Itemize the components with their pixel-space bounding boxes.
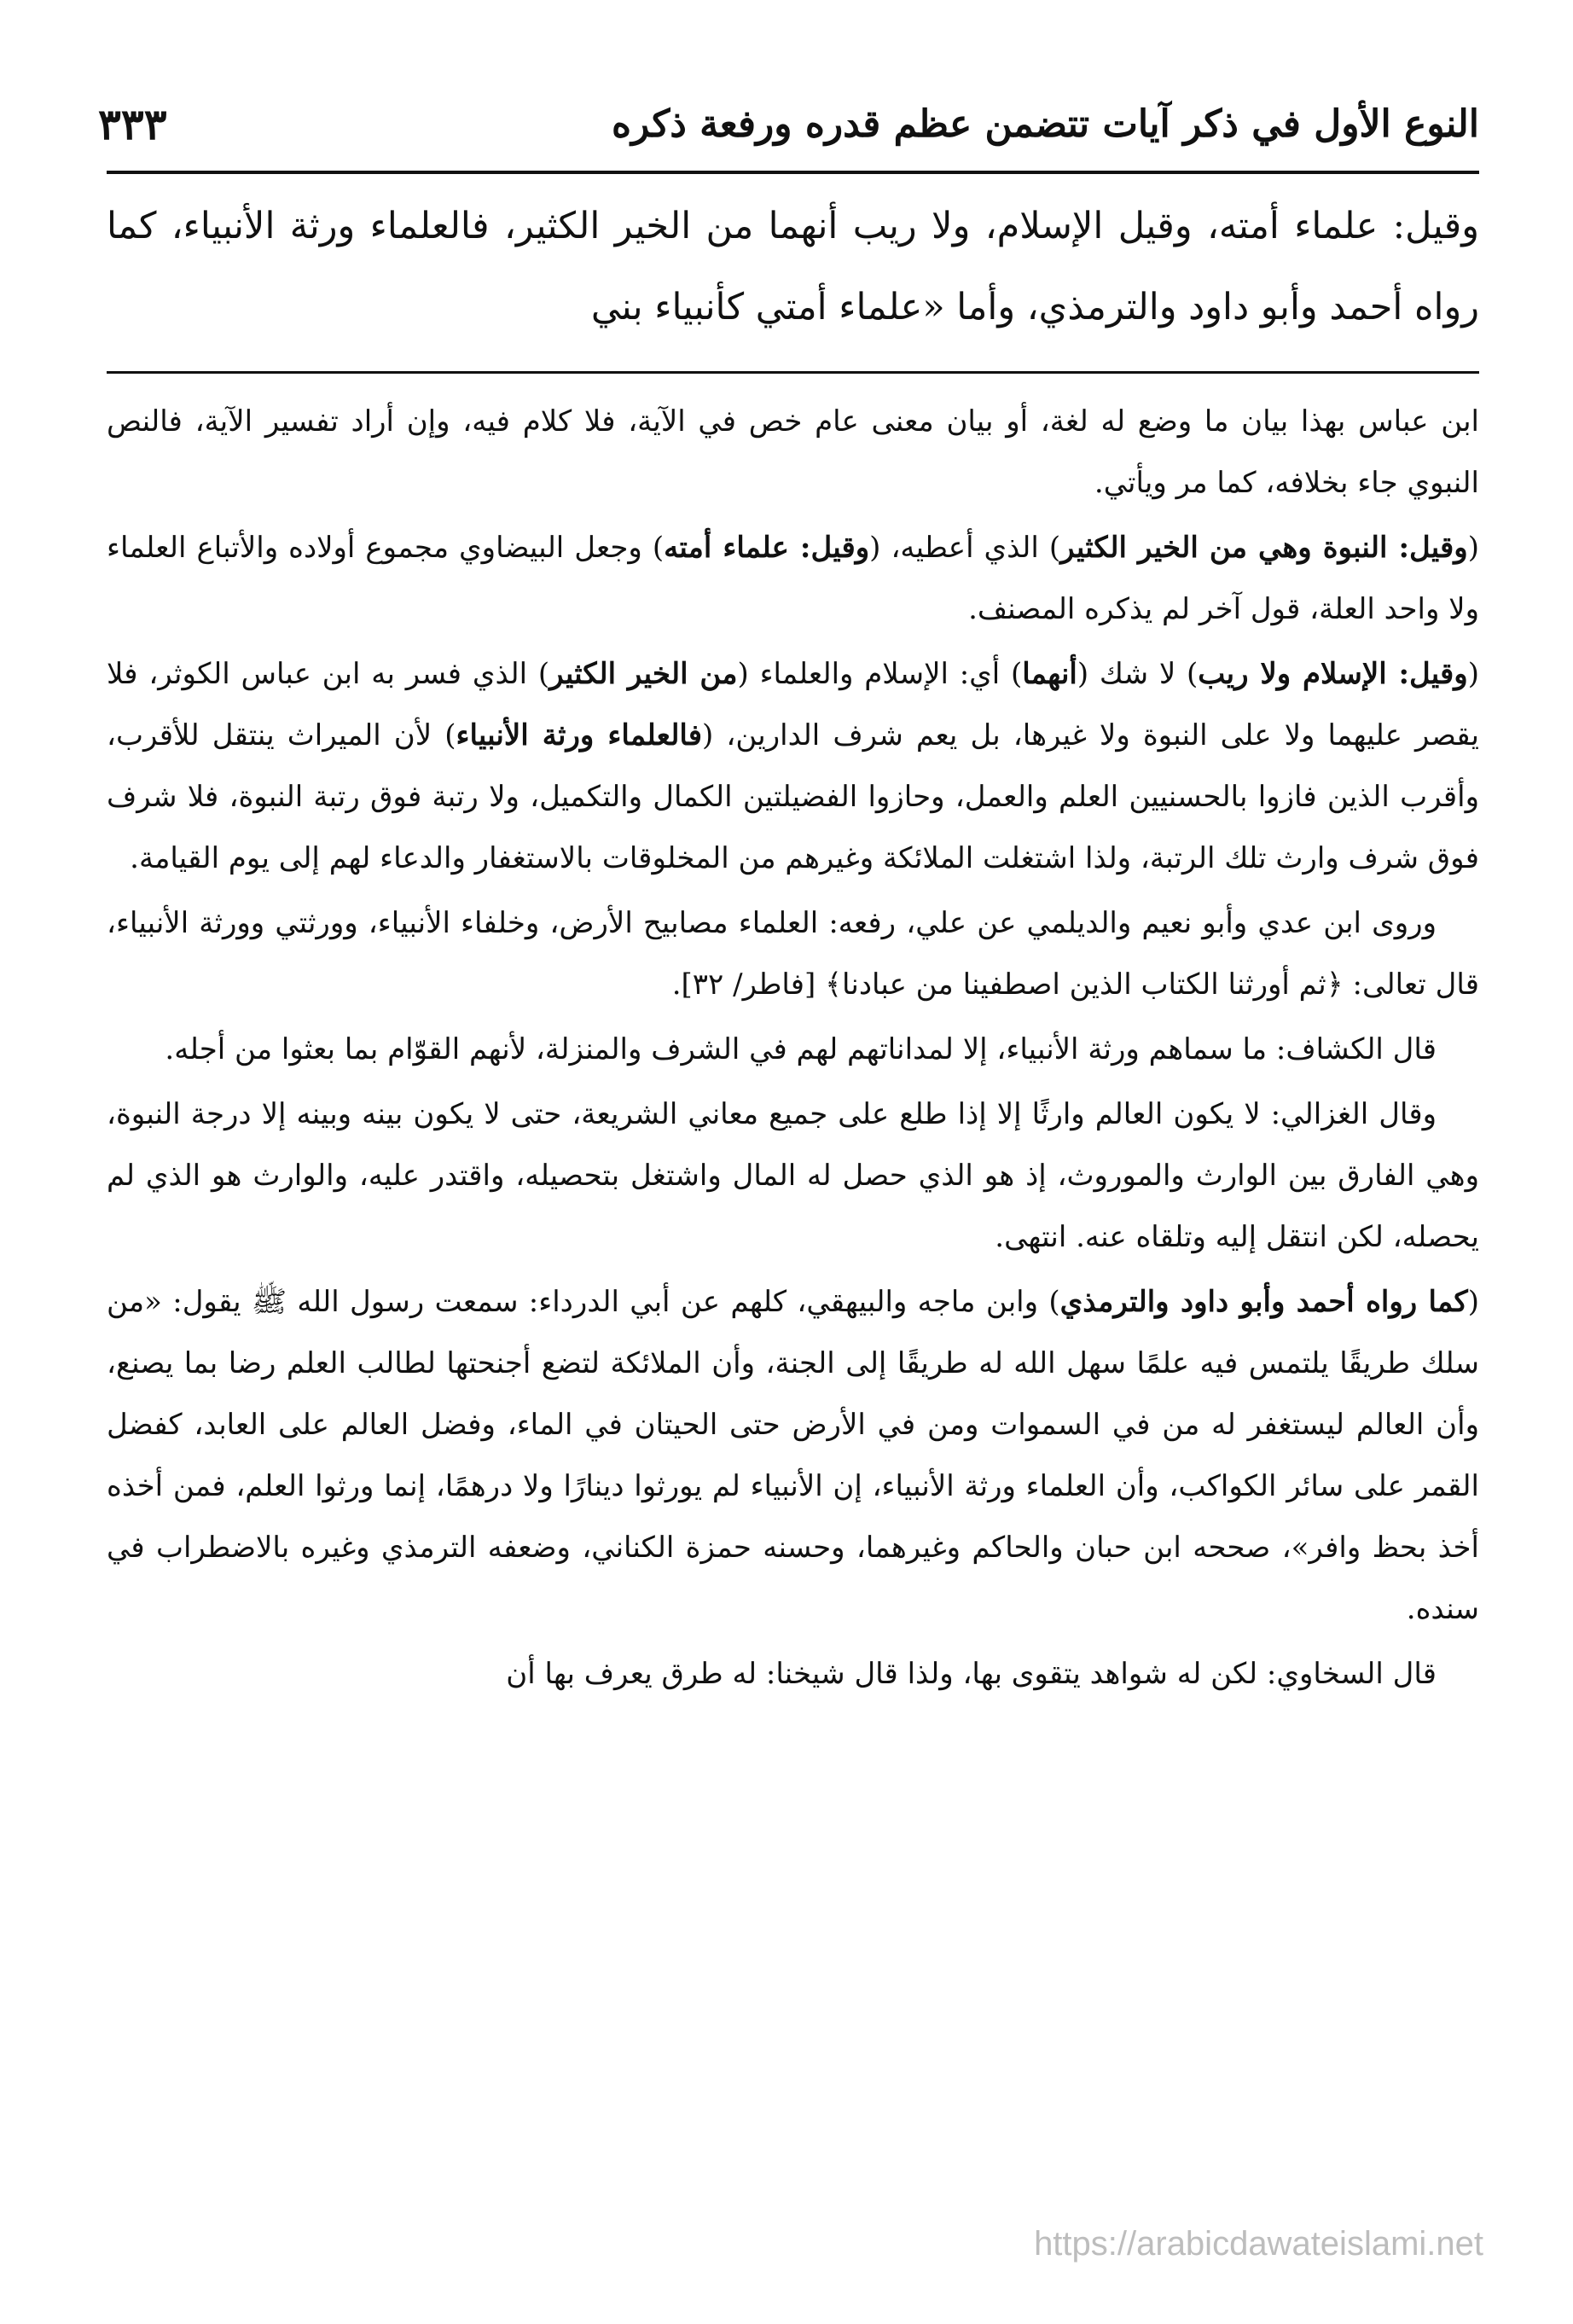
- text-run: ) الذي فسر به ابن عباس الكوثر، فلا يقصر عليهما ولا على النبوة ولا غيرها، بل يعم شرف الدارين، (: [107, 657, 1479, 752]
- commentary-paragraph-5: قال الكشاف: ما سماهم ورثة الأنبياء، إلا لمداناتهم لهم في الشرف والمنزلة، لأنهم القوّام بما بعثوا من أجله.: [165, 1032, 1437, 1066]
- quoted-matn: أنهما: [1022, 657, 1077, 691]
- running-title: النوع الأول في ذكر آيات تتضمن عظم قدره ورفعة ذكره: [611, 102, 1479, 146]
- quoted-matn: وقيل: علماء أمته: [664, 531, 870, 565]
- commentary-separator: [107, 371, 1479, 374]
- text-run: ) لا شك (: [1077, 657, 1199, 691]
- commentary-paragraph-6: وقال الغزالي: لا يكون العالم وارثًا إلا إذا طلع على جميع معاني الشريعة، حتى لا يكون بينه وبينه إلا درجة النبوة، وهي الفارق بين الوارث والموروث، إذ هو الذي حصل له المال واشتغل بتحصيله، واقتدر عليه، والوارث هو الذي لم يحصله، لكن انتقل إليه وتلقاه عنه. انتهى.: [107, 1097, 1479, 1254]
- text-run: (: [1467, 657, 1479, 691]
- source-watermark: https://arabicdawateislami.net: [1034, 2225, 1483, 2263]
- commentary-paragraph-2: [107, 517, 1479, 640]
- quoted-matn: كما رواه أحمد وأبو داود والترمذي: [1059, 1285, 1468, 1319]
- commentary-paragraph-7: [107, 1271, 1479, 1640]
- quoted-matn: وقيل: النبوة وهي من الخير الكثير: [1060, 531, 1468, 565]
- text-run: (: [1467, 1285, 1480, 1319]
- text-run: ) لأن الميراث ينتقل للأقرب، وأقرب الذين فازوا بالحسنيين العلم والعمل، وحازوا الفضيلتين الكمال والتكميل، ولا رتبة فوق رتبة النبوة، فلا شرف فوق شرف وارث تلك الرتبة، ولذا اشتغلت الملائكة وغيرهم من المخلوقات بالاستغفار والدعاء لهم إلى يوم القيامة.: [107, 718, 1479, 875]
- commentary-paragraph-3: [107, 643, 1479, 889]
- text-run: (: [1467, 531, 1479, 565]
- quoted-matn: من الخير الكثير: [549, 657, 738, 691]
- main-text-paragraph: وقيل: علماء أمته، وقيل الإسلام، ولا ريب أنهما من الخير الكثير، فالعلماء ورثة الأنبياء، كما رواه أحمد وأبو داود والترمذي، وأما «علماء أمتي كأنبياء بني: [107, 205, 1479, 328]
- quoted-matn: وقيل: الإسلام ولا ريب: [1198, 657, 1468, 691]
- text-run: ) أي: الإسلام والعلماء (: [737, 657, 1023, 691]
- commentary: [107, 391, 1479, 1708]
- commentary-paragraph-1: ابن عباس بهذا بيان ما وضع له لغة، أو بيان معنى عام خص في الآية، فلا كلام فيه، وإن أراد تفسير الآية، فالنص النبوي جاء بخلافه، كما مر ويأتي.: [107, 404, 1479, 500]
- quoted-matn: فالعلماء ورثة الأنبياء: [456, 718, 703, 752]
- header-rule: [107, 171, 1479, 174]
- commentary-paragraph-4: وروى ابن عدي وأبو نعيم والديلمي عن علي، رفعه: العلماء مصابيح الأرض، وخلفاء الأنبياء، وورثتي وورثة الأنبياء، قال تعالى: ﴿ثم أورثنا الكتاب الذين اصطفينا من عبادنا﴾ [فاطر/ ٣٢].: [107, 906, 1479, 1002]
- text-run: ) وابن ماجه والبيهقي، كلهم عن أبي الدرداء: سمعت رسول الله ﷺ يقول: «من سلك طريقًا يلتمس فيه علمًا سهل الله له طريقًا إلى الجنة، وأن الملائكة لتضع أجنحتها لطالب العلم رضا بما يصنع، وأن العالم ليستغفر له من في السموات ومن في الأرض حتى الحيتان في الماء، وفضل العالم على العابد، كفضل القمر على سائر الكواكب، وأن العلماء ورثة الأنبياء، إن الأنبياء لم يورثوا دينارًا ولا درهمًا، إنما ورثوا العلم، فمن أخذه أخذ بحظ وافر»، صححه ابن حبان والحاكم وغيرهما، وحسنه حمزة الكناني، وضعفه الترمذي وغيره بالاضطراب في سنده.: [107, 1285, 1479, 1626]
- page-number: ٣٣٣: [98, 98, 167, 149]
- text-run: ) الذي أعطيه، (: [869, 531, 1061, 565]
- running-head: [98, 90, 1479, 158]
- text-run: ) وجعل البيضاوي مجموع أولاده والأتباع العلماء ولا واحد العلة، قول آخر لم يذكره المصنف.: [107, 531, 1479, 626]
- commentary-paragraph-8: قال السخاوي: لكن له شواهد يتقوى بها، ولذا قال شيخنا: له طرق يعرف بها أن: [506, 1657, 1437, 1691]
- main-text: [107, 186, 1479, 348]
